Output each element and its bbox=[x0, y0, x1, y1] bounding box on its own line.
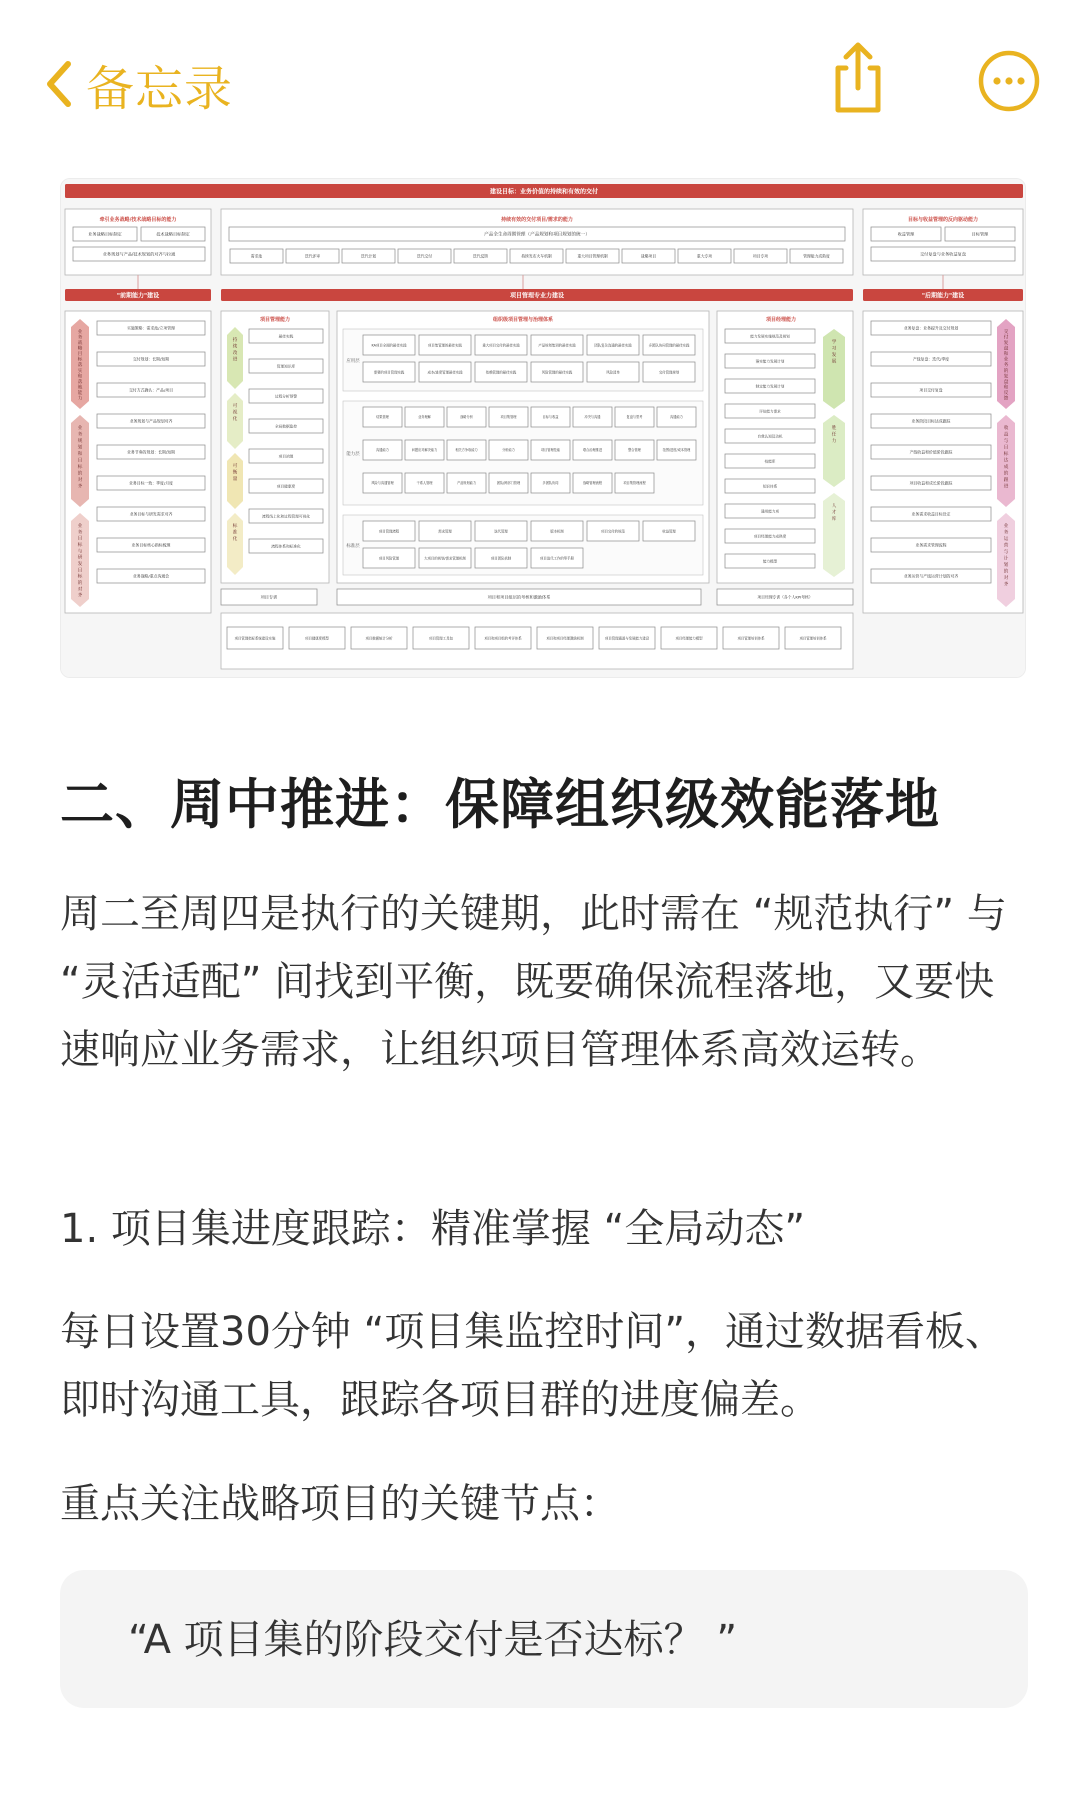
diagram-box-label: 管理能力成熟度 bbox=[803, 253, 830, 259]
diagram-box-label: 重大专项 bbox=[696, 253, 713, 259]
diagram-box-label: 结果管理 bbox=[376, 415, 389, 420]
diagram-side-label: 化 bbox=[232, 537, 238, 542]
diagram-box-label: 流程体系和标准化 bbox=[271, 544, 301, 549]
diagram-side-label: 和 bbox=[77, 452, 83, 457]
diagram-box-label: 业务战略/重点沟通会 bbox=[132, 573, 170, 579]
diagram-box-label: 业务阶段目标达成跟踪 bbox=[911, 418, 951, 424]
diagram-box-label: 交付复盘与业务收益复盘 bbox=[919, 251, 967, 257]
diagram-box-label: 产品全生命周期管理（产品规划和项目规划的统一） bbox=[484, 232, 590, 238]
diagram-box-label: 管理知识库 bbox=[276, 364, 296, 369]
diagram-box-label: 项目健康度模型 bbox=[305, 636, 329, 641]
diagram-box-label: 项目集管理流程 bbox=[623, 481, 646, 486]
diagram-box-label: 业务目标一致：季度/月度 bbox=[128, 480, 174, 486]
diagram-box-label: 评估能力需求 bbox=[759, 409, 781, 414]
diagram-layer-label: 能力层 bbox=[346, 452, 360, 457]
diagram-box-label: 通用能力项 bbox=[761, 509, 779, 514]
diagram-side-label: 对 bbox=[1003, 576, 1009, 581]
diagram-box-label: 产线收益和价值阶段跟踪 bbox=[909, 449, 953, 455]
diagram-box-label: 技术战略目标制定 bbox=[156, 231, 190, 237]
diagram-box-label: 全局数据监控 bbox=[274, 424, 298, 429]
diagram-box-label: 重大项目交付的最佳实践 bbox=[482, 343, 520, 348]
diagram-box-label: KA项目全面的最佳实践 bbox=[371, 343, 407, 348]
diagram-side-label: 持 bbox=[232, 338, 238, 343]
diagram-box-label: 技能库 bbox=[764, 459, 776, 464]
share-button[interactable] bbox=[826, 40, 890, 116]
diagram-side-label: 习 bbox=[831, 346, 837, 352]
diagram-box-label: 战略分析 bbox=[460, 415, 473, 420]
diagram-box-label: 范围/进度/成本管理 bbox=[662, 448, 691, 453]
diagram-section-title: 持续有效的交付项目/需求的能力 bbox=[501, 217, 573, 223]
chevron-left-icon bbox=[44, 60, 72, 108]
diagram-box-label: 迭代管理 bbox=[494, 529, 508, 534]
diagram-side-label: 标 bbox=[232, 524, 238, 529]
diagram-box-label: 迭代反馈 bbox=[472, 253, 489, 259]
diagram-box-label: 能力模型 bbox=[762, 559, 778, 564]
diagram-side-label: 与 bbox=[1003, 550, 1009, 555]
diagram-side-label: 反 bbox=[1003, 390, 1009, 396]
diagram-side-label: 规 bbox=[77, 439, 83, 444]
diagram-side-label: 务 bbox=[1003, 363, 1009, 369]
diagram-side-label: 的 bbox=[1003, 471, 1009, 477]
diagram-box-label: 过程分析预警 bbox=[274, 394, 298, 399]
diagram-box-label: 产品规划能力 bbox=[456, 481, 477, 486]
diagram-box-label: 项目专项 bbox=[752, 253, 769, 259]
navigation-bar bbox=[0, 0, 1080, 170]
diagram-side-label: 标 bbox=[1003, 452, 1009, 457]
diagram-box-label: 风险与沟通管理 bbox=[371, 481, 394, 486]
diagram-side-label: 实 bbox=[77, 368, 83, 374]
diagram-box-label: 产线复盘：迭代/季度 bbox=[912, 356, 950, 362]
diagram-box-label: 业务规划与产品/技术规划的对齐与拉通 bbox=[102, 251, 176, 257]
diagram-box-label: 需求管理 bbox=[438, 529, 452, 534]
diagram-box-label: 能力发展实施规范及规划 bbox=[750, 334, 790, 339]
diagram-layer-label: 应用层 bbox=[346, 359, 360, 364]
diagram-side-label: 运 bbox=[1003, 537, 1009, 542]
section-heading: 二、周中推进：保障组织级效能落地 bbox=[60, 773, 940, 836]
diagram-box-label: 业务节奏的规划：长期/短期 bbox=[127, 449, 175, 455]
diagram-box-label: 收益管理 bbox=[897, 231, 915, 237]
diagram-box-label: 风险清单 bbox=[606, 370, 620, 375]
diagram-side-label: 付 bbox=[1003, 335, 1009, 341]
diagram-side-label: 落 bbox=[77, 379, 83, 385]
diagram-box-label: 项目交付复盘 bbox=[919, 387, 943, 393]
diagram-box-label: 业务战略目标制定 bbox=[88, 231, 122, 237]
diagram-side-label: 务 bbox=[77, 530, 83, 536]
diagram-side-label: 的 bbox=[77, 471, 83, 477]
diagram-box-label: 成本/进度管理最佳实践 bbox=[427, 370, 463, 375]
diagram-box-label: 交付管理规划 bbox=[658, 370, 680, 375]
diagram-box-label: 沟通能力 bbox=[376, 448, 389, 453]
diagram-side-label: 复 bbox=[1003, 341, 1009, 347]
diagram-side-label: 发 bbox=[831, 353, 837, 358]
diagram-box-label: 项目经理能力成熟度 bbox=[753, 534, 787, 539]
diagram-side-label: 研 bbox=[77, 555, 83, 561]
diagram-side-label: 齐 bbox=[77, 484, 83, 490]
diagram-box-label: 项目管理技能 bbox=[540, 448, 561, 453]
diagram-box-label: 产品规划集到的最佳实践 bbox=[538, 343, 576, 348]
diagram-box-label: 需要的项目管理实践 bbox=[373, 370, 405, 375]
diagram-box-label: 迭代交付 bbox=[416, 253, 433, 259]
diagram-box-label: 项目管理通道与发展能力建设 bbox=[604, 636, 650, 641]
embedded-diagram-image[interactable] bbox=[60, 178, 1026, 678]
diagram-side-label: 对 bbox=[77, 478, 83, 483]
diagram-box-label: 战略项目 bbox=[640, 253, 657, 259]
diagram-side-label: 目 bbox=[1003, 445, 1009, 451]
diagram-side-label: 标 bbox=[77, 543, 83, 548]
diagram-side-label: 的 bbox=[77, 581, 83, 586]
diagram-side-label: 略 bbox=[77, 346, 83, 352]
diagram-box-label: 实施策略：需求池/立项管理 bbox=[127, 325, 175, 331]
diagram-side-label: 发 bbox=[77, 562, 83, 567]
paragraph-intro: 周二至周四是执行的关键期，此时需在 “规范执行” 与 “灵活适配” 间找到平衡，既要确保流程落地，又要快速响应业务需求，让组织项目管理体系高效运转。 bbox=[60, 891, 1007, 1073]
quote-block bbox=[60, 1570, 1028, 1708]
diagram-side-label: 可 bbox=[232, 464, 238, 469]
diagram-box-label: 项目管理培训体系 bbox=[799, 636, 827, 641]
diagram-side-label: 人 bbox=[831, 504, 837, 509]
diagram-box-label: 制定能力发展计划 bbox=[755, 384, 785, 389]
diagram-box-label: 项目管理工具包 bbox=[429, 636, 453, 641]
diagram-section-title: 项目经理能力 bbox=[765, 317, 797, 323]
diagram-side-label: 标 bbox=[77, 574, 83, 580]
diagram-side-label: 益 bbox=[1003, 432, 1009, 438]
diagram-banner-label: 项目管理专业力建设 bbox=[509, 292, 565, 300]
diagram-box-label: 冲突与沟通 bbox=[584, 415, 601, 420]
quote-text: “A 项目集的阶段交付是否达标？ ” bbox=[128, 1617, 738, 1663]
diagram-box-label: 多团队协同 bbox=[542, 481, 559, 486]
diagram-side-label: 业 bbox=[77, 330, 83, 335]
diagram-side-label: 标 bbox=[77, 357, 83, 363]
share-icon bbox=[826, 40, 890, 116]
diagram-box-label: 交付规划：长期/短期 bbox=[132, 356, 170, 362]
diagram-box-label: 项目经理专训（各个人KPI考核） bbox=[757, 594, 813, 600]
subheading-tracking: 1. 项目集进度跟踪：精准掌握 “全局动态” bbox=[60, 1206, 806, 1252]
diagram-box-label: 项目管理流程 bbox=[378, 529, 400, 534]
diagram-box-label: 多团队协同管理的最佳实践 bbox=[648, 343, 690, 348]
diagram-side-label: 衡 bbox=[232, 470, 238, 476]
diagram-section-title: 目标与收益管理的反向驱动能力 bbox=[907, 217, 979, 223]
diagram-box-label: 项目和项目组的考评体系 bbox=[484, 636, 522, 641]
diagram-banner-label: "后期能力"建设 bbox=[921, 292, 965, 300]
diagram-box-label: 项目集管理的最佳实践 bbox=[428, 343, 462, 348]
diagram-side-label: 营 bbox=[1003, 543, 1009, 549]
diagram-side-label: 续 bbox=[232, 344, 238, 350]
diagram-side-label: 盘 bbox=[1003, 346, 1009, 352]
diagram-box-label: 落实能力发展计划 bbox=[755, 359, 785, 364]
diagram-side-label: 才 bbox=[831, 510, 837, 516]
diagram-box-label: 项目和项目经理激励机制 bbox=[546, 636, 584, 641]
diagram-side-label: 可 bbox=[232, 404, 238, 409]
diagram-side-label: 跟 bbox=[1003, 478, 1009, 483]
back-label: 备忘录 bbox=[86, 60, 234, 117]
diagram-side-label: 复 bbox=[1003, 374, 1009, 380]
diagram-side-label: 标 bbox=[77, 465, 83, 470]
diagram-side-label: 力 bbox=[831, 439, 837, 444]
diagram-box-label: 交付方式确认：产品/项目 bbox=[128, 387, 174, 393]
diagram-side-label: 目 bbox=[77, 352, 83, 358]
diagram-box-label: 项目迭代工作的等手册 bbox=[540, 556, 574, 561]
diagram-box-label: 重大项目管理机制 bbox=[577, 253, 608, 259]
diagram-side-label: 胜 bbox=[831, 426, 837, 431]
diagram-side-label: 的 bbox=[1003, 368, 1009, 374]
diagram-side-label: 量 bbox=[232, 477, 238, 482]
diagram-box-label: 持续发布火车机制 bbox=[521, 253, 552, 259]
diagram-box-label: 项目管理指标系统建设实施 bbox=[234, 636, 276, 641]
diagram-side-label: 视 bbox=[232, 410, 238, 416]
diagram-side-label: 馈 bbox=[1003, 396, 1009, 402]
diagram-side-label: 准 bbox=[232, 530, 238, 536]
more-options-button[interactable] bbox=[978, 50, 1040, 112]
diagram-box-label: 业务需求管理流程 bbox=[915, 542, 947, 548]
diagram-box-label: 相关方争取能力 bbox=[455, 448, 478, 453]
diagram-box-label: 联合治理推进 bbox=[582, 448, 603, 453]
diagram-side-label: 库 bbox=[831, 517, 837, 522]
diagram-side-label: 划 bbox=[77, 445, 83, 451]
diagram-side-label: 力 bbox=[77, 396, 83, 402]
diagram-side-label: 展 bbox=[831, 359, 837, 365]
diagram-side-label: 改 bbox=[232, 351, 238, 356]
diagram-section-title: 组织级项目管理与治理体系 bbox=[492, 317, 554, 323]
diagram-box-label: 业务复盘：业务提升及交付规划 bbox=[903, 325, 959, 331]
diagram-box-label: 项目专训 bbox=[260, 594, 278, 600]
diagram-box-label: 业务目标与研发需求对齐 bbox=[129, 511, 173, 517]
diagram-side-label: 目 bbox=[77, 458, 83, 464]
diagram-box-label: 最佳实践 bbox=[278, 334, 294, 339]
diagram-side-label: 盘 bbox=[1003, 379, 1009, 385]
back-button[interactable] bbox=[44, 52, 233, 116]
diagram-side-label: 收 bbox=[1003, 426, 1009, 431]
diagram-box-label: 项目健康度 bbox=[276, 484, 296, 489]
paragraph-monitoring: 每日设置30分钟 “项目集监控时间”，通过数据看板、即时沟通工具，跟踪各项目群的进度偏差。 bbox=[60, 1309, 1006, 1423]
diagram-box-label: 分析能力 bbox=[502, 448, 515, 453]
diagram-box-label: 项目管理培训体系 bbox=[737, 636, 765, 641]
diagram-side-label: 划 bbox=[1003, 563, 1009, 568]
diagram-section-title: 项目管理能力 bbox=[259, 317, 291, 323]
diagram-side-label: 任 bbox=[831, 432, 837, 438]
diagram-side-label: 化 bbox=[232, 417, 238, 422]
diagram-layer-label: 标准层 bbox=[346, 544, 360, 549]
diagram-box-label: 项目经理能力模型 bbox=[675, 636, 703, 641]
diagram-section-title: 牵引业务战略/技术战略目标的能力 bbox=[99, 217, 177, 223]
diagram-side-label: 齐 bbox=[1003, 582, 1009, 588]
diagram-box-label: 收益管理 bbox=[662, 529, 676, 534]
diagram-box-label: 业务需求收益目标设定 bbox=[911, 511, 951, 517]
diagram-side-label: 和 bbox=[1003, 352, 1009, 358]
diagram-side-label: 交 bbox=[1003, 330, 1009, 335]
diagram-side-label: 计 bbox=[1003, 556, 1009, 562]
diagram-box-label: 复盘与思考 bbox=[626, 415, 643, 420]
diagram-side-label: 达 bbox=[1003, 458, 1009, 464]
diagram-box-label: 风险管理的最佳实践 bbox=[541, 370, 573, 375]
diagram-side-label: 务 bbox=[77, 432, 83, 438]
diagram-side-label: 目 bbox=[77, 568, 83, 574]
diagram-box-label: 目标管理 bbox=[971, 231, 989, 237]
diagram-banner-label: "前期能力"建设 bbox=[116, 292, 160, 300]
diagram-side-label: 和 bbox=[1003, 385, 1009, 391]
diagram-side-label: 地 bbox=[77, 385, 83, 391]
diagram-side-arrow bbox=[227, 513, 243, 575]
diagram-box-label: 项目风险管理 bbox=[378, 556, 400, 561]
diagram-side-label: 务 bbox=[1003, 530, 1009, 536]
diagram-side-label: 与 bbox=[77, 549, 83, 555]
diagram-box-label: 团队/跨部门管理 bbox=[496, 481, 521, 486]
diagram-box-label: 项目治理 bbox=[278, 454, 294, 459]
diagram-box-label: 业务运营与产线运营计划的对齐 bbox=[903, 573, 959, 579]
diagram-box-label: 业务目标核心指标梳理 bbox=[131, 542, 171, 548]
diagram-side-label: 业 bbox=[77, 426, 83, 431]
diagram-box-label: 需求池 bbox=[250, 253, 263, 259]
diagram-box-label: 整合管理 bbox=[628, 448, 641, 453]
diagram-side-label: 齐 bbox=[77, 593, 83, 599]
diagram-box-label: 项目和项目组层的考核和激励体系 bbox=[487, 594, 551, 600]
diagram-box-label: 战略管理流程 bbox=[582, 481, 603, 486]
diagram-side-label: 业 bbox=[77, 524, 83, 529]
diagram-box-label: 版本机制 bbox=[550, 529, 564, 534]
diagram-box-label: 自我认知及动机 bbox=[757, 434, 783, 439]
diagram-side-label: 进 bbox=[232, 357, 238, 363]
diagram-side-label: 能 bbox=[77, 390, 83, 396]
diagram-side-label: 务 bbox=[77, 335, 83, 341]
diagram-side-label: 目 bbox=[77, 536, 83, 542]
diagram-side-label: 业 bbox=[1003, 357, 1009, 363]
diagram-svg bbox=[61, 179, 1026, 678]
diagram-box-label: 业务规划与产品规划对齐 bbox=[129, 418, 173, 424]
diagram-banner-label: 建设目标：业务价值的持续和有效的交付 bbox=[489, 188, 599, 196]
more-icon bbox=[978, 50, 1040, 112]
diagram-box-label: 项目团队机制 bbox=[490, 556, 512, 561]
diagram-box-label: 干系人管理 bbox=[416, 481, 433, 486]
diagram-box-label: 迭代计划 bbox=[360, 253, 377, 259]
diagram-side-label: 的 bbox=[1003, 569, 1009, 575]
diagram-side-label: 进 bbox=[1003, 484, 1009, 490]
diagram-side-label: 学 bbox=[831, 340, 837, 345]
diagram-side-label: 战 bbox=[77, 341, 83, 347]
diagram-side-label: 落 bbox=[77, 363, 83, 369]
diagram-box-label: 业务理解 bbox=[418, 415, 431, 420]
diagram-box-label: 问题应对解决能力 bbox=[411, 448, 438, 453]
diagram-box-label: 依赖管理的最佳实践 bbox=[485, 370, 517, 375]
diagram-box-label: 知识体系 bbox=[762, 484, 778, 489]
diagram-side-label: 和 bbox=[77, 374, 83, 380]
diagram-box-label: 大项目的规划/需求管理机制 bbox=[424, 556, 466, 561]
diagram-box-label: 流程线上化和过程管理可视化 bbox=[262, 514, 310, 519]
diagram-box-label: 项目收益和成长阶段跟踪 bbox=[909, 480, 953, 486]
diagram-box-label: 沟通能力 bbox=[670, 415, 683, 420]
diagram-box-label: 项目交付的规范 bbox=[601, 529, 625, 534]
diagram-box-label: 项目数据统计分析 bbox=[365, 636, 393, 641]
diagram-side-label: 成 bbox=[1003, 465, 1009, 470]
diagram-box-label: 团队复杂沟通的最佳实践 bbox=[594, 343, 632, 348]
diagram-side-label: 业 bbox=[1003, 524, 1009, 529]
diagram-box-label: 目标与收益 bbox=[542, 415, 559, 420]
diagram-box-label: 项目集管理 bbox=[500, 415, 517, 420]
diagram-box-label: 迭代评审 bbox=[304, 253, 321, 259]
diagram-side-label: 对 bbox=[77, 587, 83, 593]
diagram-side-label: 与 bbox=[1003, 439, 1009, 444]
paragraph-focus: 重点关注战略项目的关键节点： bbox=[60, 1481, 620, 1527]
